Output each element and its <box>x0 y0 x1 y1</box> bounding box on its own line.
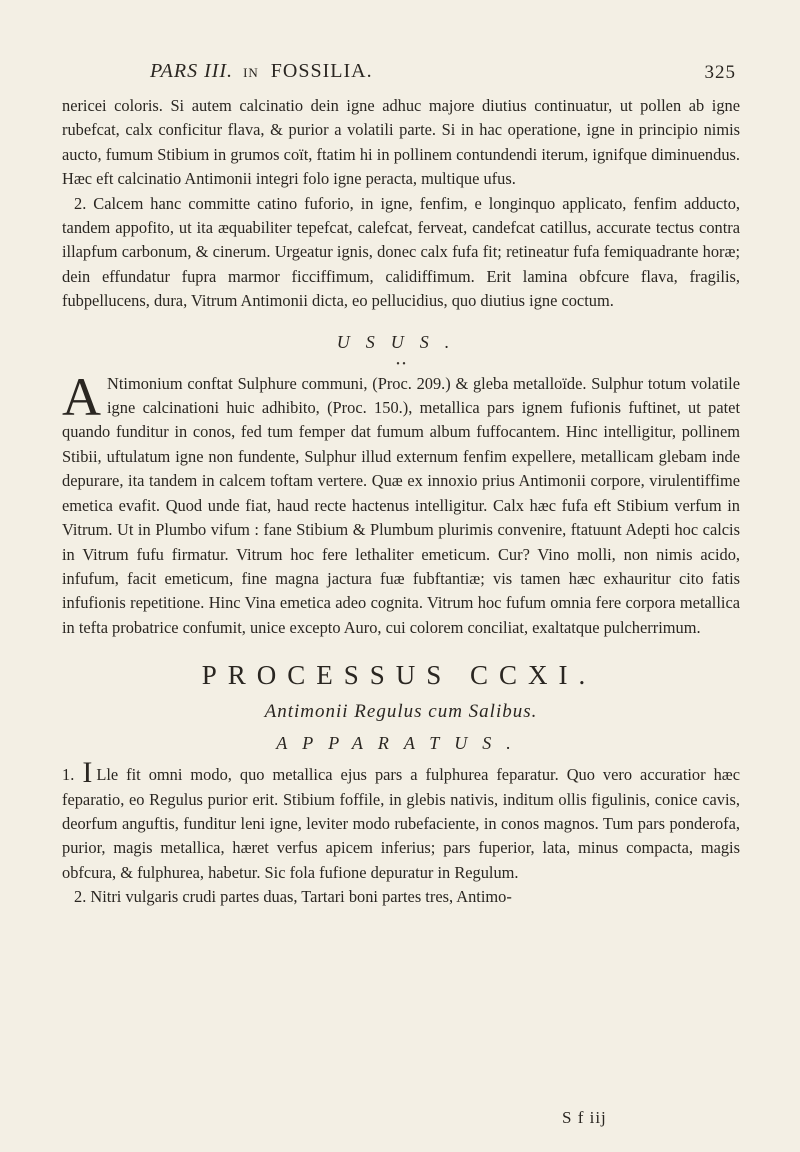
usus-body: Ntimonium conftat Sulphure communi, (Proc. 209.) & gleba metalloïde. Sulphur totum volatile igne calcinationi huic adhibito, (Proc. 150.), metallica pars ignem fufionis fuftinet, ut patet quando funditur in conos, fed tum femper dat fumum album fuffocantem. Hinc intelligitur, pollinem Stibii, uftulatum igne non fundente, Sulphur illud externum fenfim expellere, metallicam glebam inde depurare, ita tandem in calcem toftam vertere. Quæ ex innoxio prius Antimonii corpore, virulentiffime emetica evafit. Quod unde fiat, haud recte hactenus intelligitur. Calx hæc fufa eft Stibium verfum in Vitrum. Ut in Plumbo vifum : fane Stibium & Plumbum plurimis convenire, ftatuunt Adepti hoc calcis in Vitrum fufu firmatur. Vitrum hoc fere lethaliter emeticum. Cur? Vino molli, non nimis acido, infufum, facit emeticum, fine magna jactura fuæ fubftantiæ; vis tamen hæc exhauritur cito fatis infufionis repetitione. Hinc Vina emetica adeo cognita. Vitrum hoc fufum omnia fere corpora metallica in tefta probatrice confumit, unice excepto Auro, cui colorem conciliat, exaltatque pulcherrimum. <box>62 373 740 637</box>
signature-mark: S f iij <box>562 1108 607 1127</box>
paragraph-continuation: nericei coloris. Si autem calcinatio dein igne adhuc majore diutius continuatur, ut pollen ab igne rubefcat, calx conficitur flava, & purior a volatili parte. Si in hac operatione, igne in principio nimis aucto, fumum Stibium in grumos coït, ftatim hi in pollinem contundendi iterum, ignifque diminuendus. Hæc eft calcinatio Antimonii integri folo igne peracta, multique ufus. <box>62 96 740 189</box>
initial-cap: I <box>82 756 93 790</box>
processus-heading: PROCESSUS CCXI. <box>201 660 597 691</box>
item-number: 1. <box>62 765 75 785</box>
usus-heading: USUS. <box>336 331 466 352</box>
apparatus-heading: APPARATUS. <box>276 733 526 754</box>
drop-cap: A <box>62 366 101 427</box>
running-head <box>62 60 740 88</box>
apparatus-item-1-body: Lle fit omni modo, quo metallica ejus pars a fulphurea feparatur. Quo vero accuratior hæc feparatio, eo Regulus purior erit. Stibium foffile, in glebis nativis, inditum ollis figulinis, conice cavis, deorfum anguftis, funditur leni igne, leviter modo rubefaciente, in conos magnos. Tum pars ponderofa, purior, magis metallica, hæret verfus apicem inferius; pars fuperior, lata, minus compacta, magis obfcura, & fulphurea, habetur. Sic fola fufione depuratur in Regulum. <box>62 765 740 882</box>
running-title <box>150 60 373 83</box>
ornament-dots: • • <box>396 358 406 370</box>
apparatus-item-1 <box>62 756 740 885</box>
in-word: IN <box>243 65 259 80</box>
part-label: PARS III. <box>150 60 234 82</box>
apparatus-item-2: 2. Nitri vulgaris crudi partes duas, Tartari boni partes tres, Antimo- <box>74 887 512 907</box>
page-number: 325 <box>704 62 736 83</box>
processus-subtitle: Antimonii Regulus cum Salibus. <box>264 701 538 723</box>
usus-paragraph <box>62 366 740 640</box>
section-label: FOSSILIA. <box>270 60 373 82</box>
paragraph-2: 2. Calcem hanc committe catino fuforio, in igne, fenfim, e longinquo applicato, fenfim adducto, tandem appofito, ut ita æquabiliter tepefcat, calefcat, ferveat, candefcat catillus, accurate tectus contra illapfum carbonum, & cinerum. Urgeatur ignis, donec calx fufa fit; retineatur fufa femiquadrante horæ; dein effundatur fupra marmor ficciffimum, calidiffimum. Erit lamina obfcure flava, fragilis, fubpellucens, dura, Vitrum Antimonii dicta, eo pellucidius, quo diutius igne coctum. <box>62 193 740 311</box>
